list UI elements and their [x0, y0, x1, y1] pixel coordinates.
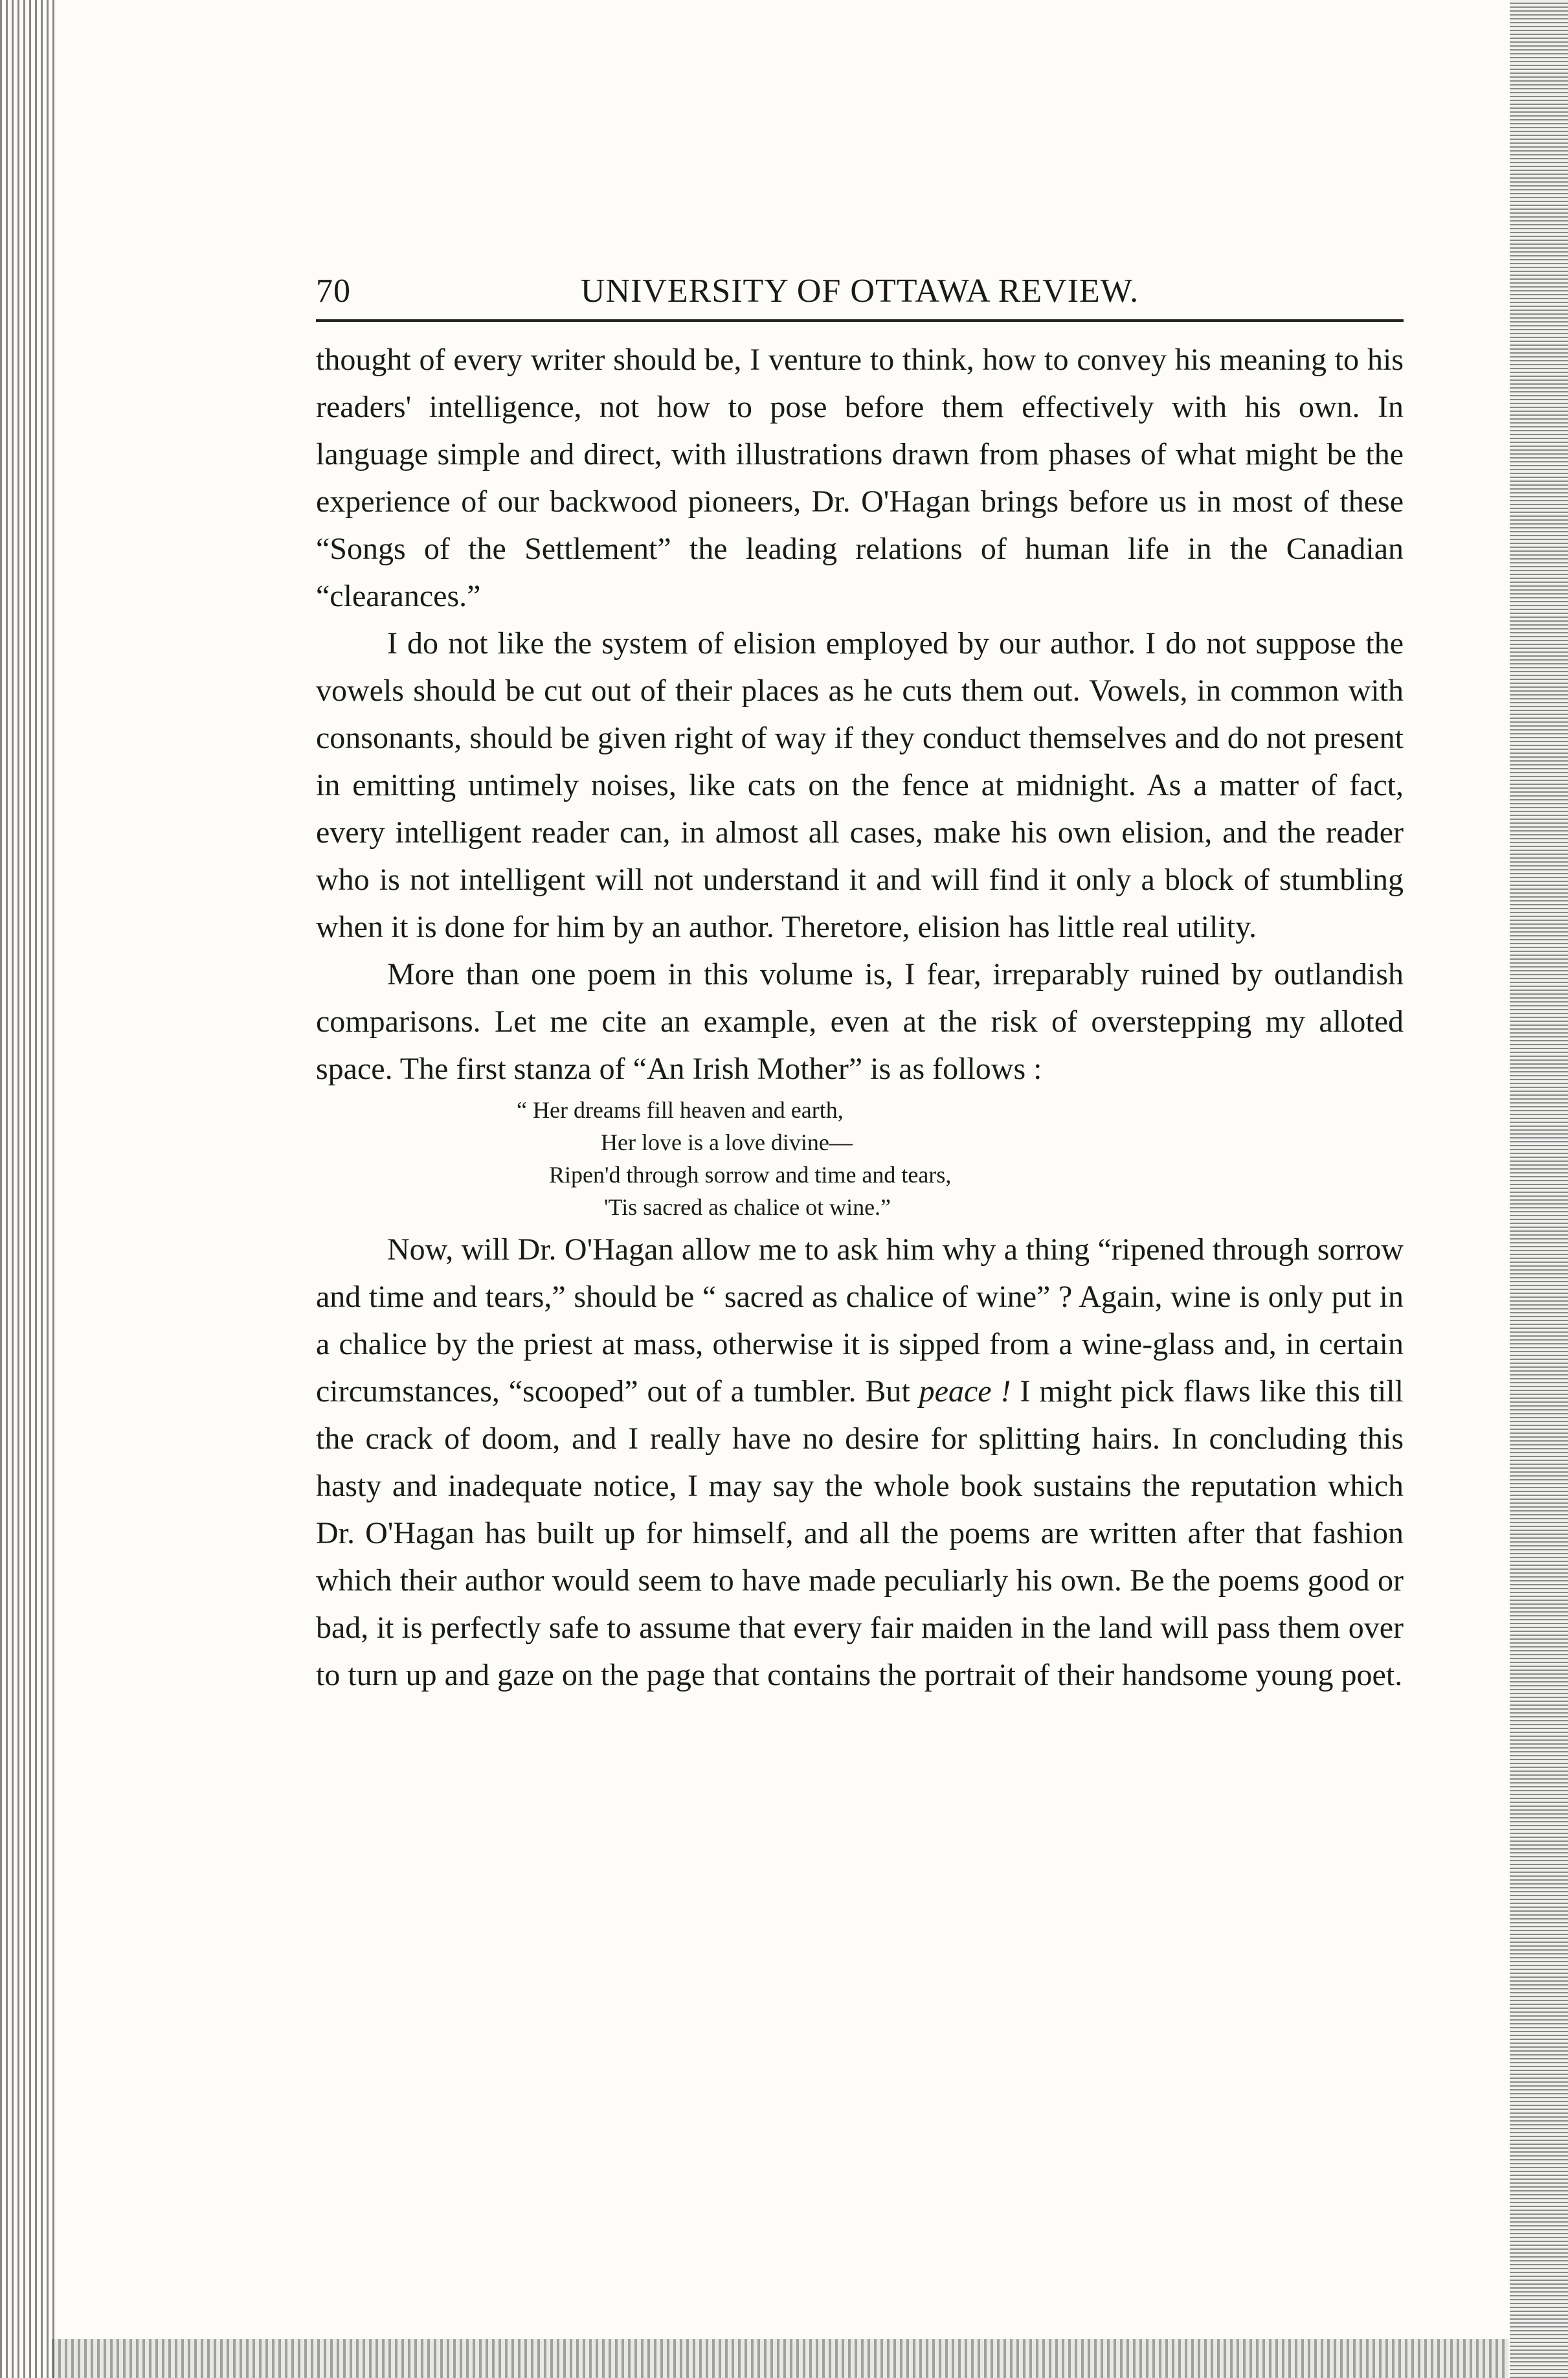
article-body: [316, 336, 1404, 1699]
verse-line: “ Her dreams fill heaven and earth,: [517, 1097, 844, 1123]
verse-quotation: [316, 1094, 1404, 1223]
verse-line: Her love is a love divine—: [601, 1129, 853, 1155]
paragraph-continuation: thought of every writer should be, I venture to think, how to convey his meaning to his readers' intelligence, not how to pose before them effectively with his own. In language simple and direct, with illustrations drawn from phases of what might be the experience of our backwood pioneers, Dr. O'Hagan brings before us in most of these “Songs of the Settlement” the leading relations of human life in the Canadian “clearances.”: [316, 343, 1404, 613]
journal-title: UNIVERSITY OF OTTAWA REVIEW.: [580, 273, 1139, 310]
page-number: 70: [316, 273, 351, 310]
paragraph-elision: I do not like the system of elision employed by our author. I do not suppose the vowels should be cut out of their places as he cuts them out. Vowels, in common with consonants, should be given right of way if they conduct themselves and do not present in emitting untimely noises, like cats on the fence at midnight. As a matter of fact, every intelligent reader can, in almost all cases, make his own elision, and the reader who is not intelligent will not understand it and will find it only a block of stumbling when it is done for him by an author. Theretore, elision has little real utility.: [316, 626, 1404, 944]
paragraph-conclusion: [316, 1226, 1404, 1699]
scan-edge-left: [0, 0, 58, 2378]
paragraph-comparisons: More than one poem in this volume is, I fear, irreparably ruined by outlandish comparisons. Let me cite an example, even at the risk of overstepping my alloted space. The first stanza of “An Irish Mother” is as follows :: [316, 957, 1404, 1086]
conclusion-text-end: I might pick flaws like this till the crack of doom, and I really have no desire for splitting hairs. In concluding this hasty and inadequate notice, I may say the whole book sustains the reputation which Dr. O'Hagan has built up for himself, and all the poems are written after that fashion which their author would seem to have made peculiarly his own. Be the poems good or bad, it is perfectly safe to assume that every fair maiden in the land will pass them over to turn up and gaze on the page that contains the portrait of their handsome young poet.: [316, 1374, 1404, 1692]
scan-edge-right: [1510, 0, 1568, 2378]
conclusion-text: Now, will Dr. O'Hagan allow me to ask him why a thing “ripened through sorrow and time and tears,” should be “ sacred as chalice of wine” ? Again, wine is only put in a chalice by the priest at mass, otherwise it is sipped from a wine-glass and, in certain circumstances, “scooped” out of a tumbler. But: [316, 1232, 1404, 1409]
verse-line: Ripen'd through sorrow and time and tears,: [549, 1162, 952, 1188]
verse-line: 'Tis sacred as chalice ot wine.”: [604, 1194, 891, 1220]
page-content: [316, 272, 1404, 1699]
running-header: [316, 272, 1404, 322]
scan-edge-bottom: [52, 2339, 1508, 2378]
emphasis-peace: peace !: [919, 1374, 1011, 1409]
